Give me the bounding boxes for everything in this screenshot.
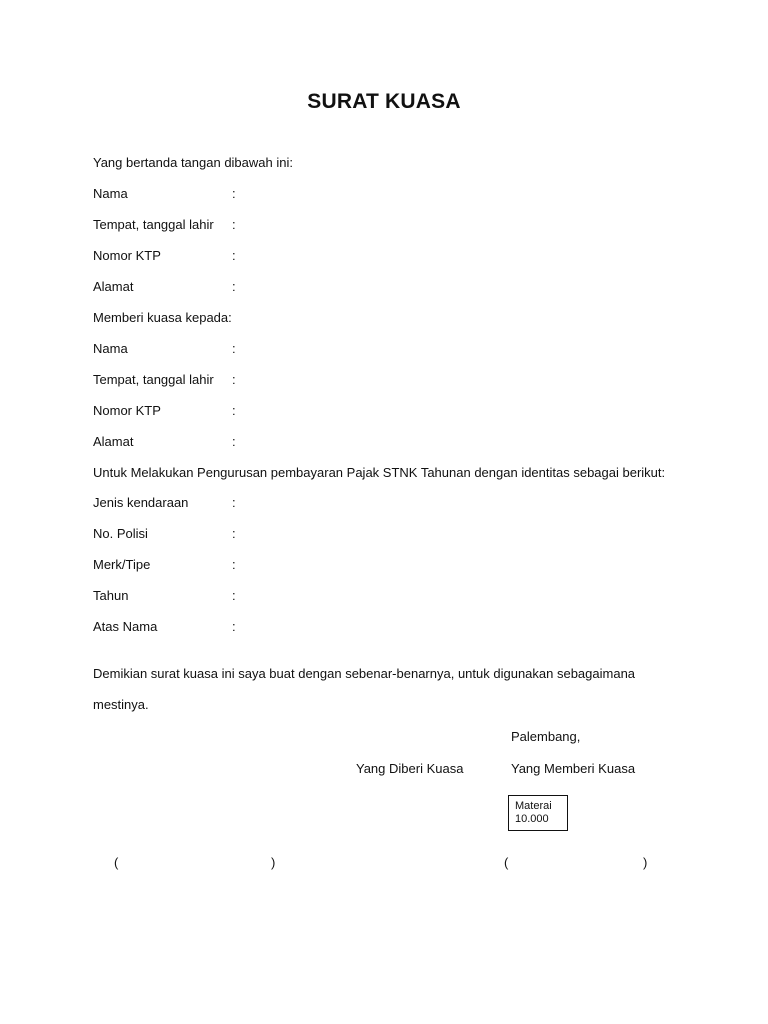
stamp-line: Materai (515, 800, 552, 812)
field-colon: : (232, 248, 236, 263)
intro-text: Yang bertanda tangan dibawah ini: (93, 155, 293, 170)
document-title: SURAT KUASA (307, 90, 461, 113)
field-label: Jenis kendaraan (93, 495, 189, 510)
field-label: Alamat (93, 434, 134, 449)
signature-paren-open: ( (504, 855, 509, 870)
field-label: Nomor KTP (93, 248, 161, 263)
field-label: Alamat (93, 279, 134, 294)
memberi-kuasa-label: Yang Memberi Kuasa (511, 761, 636, 776)
diberi-kuasa-label: Yang Diberi Kuasa (356, 761, 464, 776)
closing-text-line2: mestinya. (93, 697, 149, 712)
field-colon: : (232, 403, 236, 418)
field-colon: : (232, 495, 236, 510)
memberi-kuasa-heading: Memberi kuasa kepada: (93, 310, 232, 325)
field-colon: : (232, 526, 236, 541)
field-colon: : (232, 434, 236, 449)
field-colon: : (232, 588, 236, 603)
purpose-text: Untuk Melakukan Pengurusan pembayaran Pajak STNK Tahunan dengan identitas sebagai berikut: (93, 465, 666, 480)
field-label: Nama (93, 341, 128, 356)
signing-place: Palembang, (511, 729, 581, 744)
stamp-line: 10.000 (515, 813, 549, 825)
closing-text-line1: Demikian surat kuasa ini saya buat dengan sebenar-benarnya, untuk digunakan sebagaimana (93, 666, 636, 681)
field-label: No. Polisi (93, 526, 148, 541)
field-colon: : (232, 341, 236, 356)
field-label: Tahun (93, 588, 129, 603)
signature-paren-close: ) (643, 855, 648, 870)
signature-paren-open: ( (114, 855, 119, 870)
field-label: Nama (93, 186, 128, 201)
field-colon: : (232, 217, 236, 232)
field-label: Tempat, tanggal lahir (93, 372, 214, 387)
field-label: Merk/Tipe (93, 557, 151, 572)
field-colon: : (232, 619, 236, 634)
field-colon: : (232, 186, 236, 201)
field-label: Atas Nama (93, 619, 158, 634)
field-colon: : (232, 279, 236, 294)
field-colon: : (232, 557, 236, 572)
field-label: Nomor KTP (93, 403, 161, 418)
signature-paren-close: ) (271, 855, 276, 870)
field-colon: : (232, 372, 236, 387)
materai-stamp-box (508, 795, 568, 831)
field-label: Tempat, tanggal lahir (93, 217, 214, 232)
